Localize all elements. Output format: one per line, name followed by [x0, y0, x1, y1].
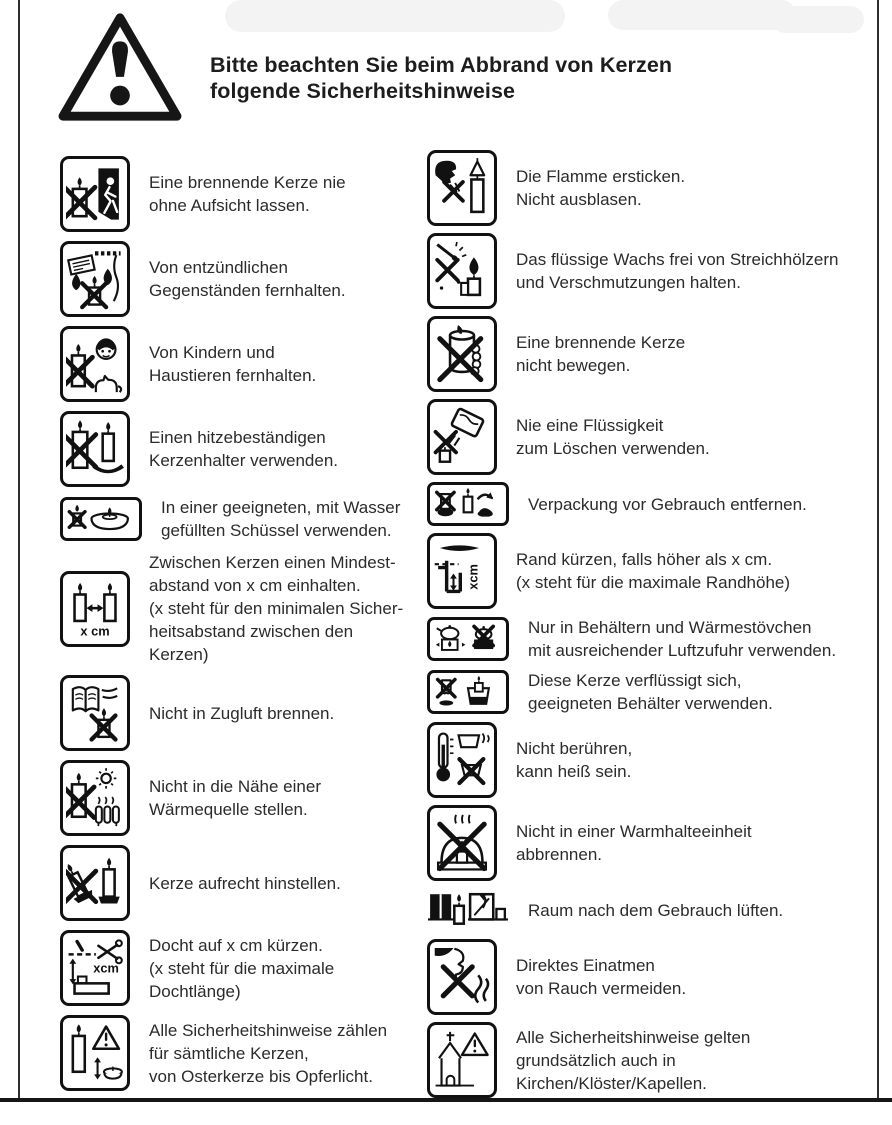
- hint-row: [60, 326, 415, 402]
- remove-packaging-icon: [427, 482, 509, 526]
- ventilate-room-icon: [427, 888, 509, 932]
- hint-row: [427, 482, 872, 526]
- hint-text-line: Kerze aufrecht hinstellen.: [149, 873, 341, 893]
- hint-text: [149, 256, 346, 302]
- water-bowl-icon: [60, 497, 142, 541]
- children-pets-icon: [60, 326, 130, 402]
- hint-text-line: ohne Aufsicht lassen.: [149, 196, 310, 215]
- hint-text: [528, 669, 773, 715]
- hint-text-line: Haustieren fernhalten.: [149, 366, 317, 385]
- hint-row: [60, 845, 415, 921]
- hint-text: [516, 1026, 750, 1095]
- hint-text-line: Nicht in einer Warmhalteeinheit: [516, 822, 752, 841]
- hint-row: [427, 722, 872, 798]
- hint-text: [516, 820, 752, 866]
- hint-text: [528, 493, 807, 516]
- page-bottom-rule: [0, 1098, 892, 1102]
- no-smoke-inhale-icon: [427, 939, 497, 1015]
- hint-text-line: geeigneten Behälter verwenden.: [528, 694, 773, 713]
- do-not-move-icon: [427, 316, 497, 392]
- warning-triangle-icon: [55, 8, 185, 131]
- svg-text:xcm: xcm: [93, 960, 119, 976]
- hint-text: [149, 775, 321, 821]
- title-line: folgende Sicherheitshinweise: [210, 79, 516, 103]
- hint-text-line: Von Kindern und: [149, 343, 275, 362]
- hint-text-line: Nicht in die Nähe einer: [149, 777, 321, 796]
- hint-row: [427, 616, 872, 662]
- candle-holder-icon: [60, 411, 130, 487]
- hint-row: [60, 156, 415, 232]
- page-title: [210, 52, 672, 104]
- hint-text-line: heitsabstand zwischen den Kerzen): [149, 622, 354, 664]
- hint-text: [516, 248, 839, 294]
- hint-text-line: Nicht berühren,: [516, 739, 633, 758]
- hint-text: [149, 341, 316, 387]
- church-icon: [427, 1022, 497, 1098]
- hint-text: [528, 899, 783, 922]
- hint-text-line: Alle Sicherheitshinweise zählen: [149, 1020, 388, 1040]
- hint-text: [149, 934, 334, 1003]
- hint-text: [149, 171, 346, 217]
- draft-icon: [60, 675, 130, 751]
- hint-text-line: von Rauch vermeiden.: [516, 979, 687, 998]
- hint-row: [60, 675, 415, 751]
- candle-distance-icon: [60, 571, 130, 647]
- hint-text: [528, 616, 836, 662]
- hint-row: [60, 411, 415, 487]
- hint-text-line: (x steht für die maximale Randhöhe): [516, 573, 791, 592]
- hint-text-line: Rand kürzen, falls höher als x cm.: [516, 550, 773, 569]
- hint-text: [516, 165, 685, 211]
- hint-text-line: Von entzündlichen: [149, 258, 288, 277]
- svg-text:xcm: xcm: [465, 564, 481, 590]
- hint-text-line: Gegenständen fernhalten.: [149, 281, 346, 300]
- hint-text-line: Docht auf x cm kürzen.: [149, 935, 323, 955]
- hint-text-line: Dochtlänge): [149, 981, 241, 1001]
- no-liquid-icon: [427, 399, 497, 475]
- hint-text-line: Kerzenhalter verwenden.: [149, 451, 339, 470]
- hint-text-line: Nicht in Zugluft brennen.: [149, 703, 335, 723]
- hot-surface-icon: [427, 722, 497, 798]
- hint-text-line: Wärmequelle stellen.: [149, 800, 308, 819]
- upright-candle-icon: [60, 845, 130, 921]
- hint-text: [161, 496, 400, 542]
- hint-row: [427, 1022, 872, 1098]
- hint-text-line: (x steht für die maximale: [149, 958, 335, 978]
- hint-row: [60, 760, 415, 836]
- hint-text: [149, 872, 341, 895]
- hint-text: [149, 551, 415, 666]
- unattended-candle-icon: [60, 156, 130, 232]
- hint-text-line: Direktes Einatmen: [516, 956, 655, 975]
- hint-text-line: abstand von x cm einhalten.: [149, 576, 361, 595]
- hint-row: [60, 241, 415, 317]
- hint-row: [60, 930, 415, 1006]
- hint-row: [427, 399, 872, 475]
- flammable-objects-icon: [60, 241, 130, 317]
- hint-text-line: Nur in Behältern und Wärmestövchen: [528, 618, 812, 637]
- hint-text: [516, 331, 685, 377]
- hint-row: [427, 805, 872, 881]
- hint-text-line: Einen hitzebeständigen: [149, 428, 326, 447]
- hint-text-line: Nicht ausblasen.: [516, 190, 642, 209]
- hint-text: [516, 737, 632, 783]
- trim-rim-icon: [427, 533, 497, 609]
- hint-text: [149, 702, 334, 725]
- hint-text-line: nicht bewegen.: [516, 356, 631, 375]
- hint-text-line: Eine brennende Kerze nie: [149, 173, 346, 192]
- hint-row: [60, 551, 415, 666]
- hint-text: [516, 548, 790, 594]
- hint-text-line: Diese Kerze verflüssigt sich,: [528, 671, 742, 690]
- snuff-flame-icon: [427, 150, 497, 226]
- hint-text-line: Die Flamme ersticken.: [516, 167, 686, 186]
- hint-text-line: für sämtliche Kerzen,: [149, 1043, 309, 1063]
- hint-text-line: von Osterkerze bis Opferlicht.: [149, 1066, 373, 1086]
- svg-text:x cm: x cm: [80, 622, 110, 638]
- title-line: Bitte beachten Sie beim Abbrand von Kerzen: [210, 53, 673, 77]
- hint-row: [427, 669, 872, 715]
- header: [55, 8, 672, 131]
- hint-text-line: kann heiß sein.: [516, 762, 632, 781]
- column-right: [427, 150, 872, 1098]
- hint-text-line: Zwischen Kerzen einen Mindest-: [149, 553, 396, 572]
- hint-text: [149, 1019, 387, 1088]
- hint-text-line: zum Löschen verwenden.: [516, 439, 710, 458]
- hint-row: [427, 233, 872, 309]
- hint-text-line: Raum nach dem Gebrauch lüften.: [528, 900, 784, 920]
- hint-text: [516, 954, 686, 1000]
- trim-wick-icon: [60, 930, 130, 1006]
- hint-row: [60, 1015, 415, 1091]
- hint-text-line: und Verschmutzungen halten.: [516, 273, 741, 292]
- hint-text-line: In einer geeigneten, mit Wasser: [161, 498, 401, 517]
- hint-row: [427, 939, 872, 1015]
- hint-row: [60, 496, 415, 542]
- hint-text: [516, 414, 710, 460]
- hint-text-line: Verpackung vor Gebrauch entfernen.: [528, 494, 807, 514]
- no-warming-unit-icon: [427, 805, 497, 881]
- air-supply-icon: [427, 617, 509, 661]
- hint-text-line: Kirchen/Klöster/Kapellen.: [516, 1073, 707, 1093]
- hint-text-line: Eine brennende Kerze: [516, 333, 686, 352]
- hint-text-line: (x steht für den minimalen Sicher-: [149, 599, 404, 618]
- hint-text-line: Nie eine Flüssigkeit: [516, 416, 664, 435]
- hint-text-line: Das flüssige Wachs frei von Streichhölzern: [516, 250, 839, 269]
- column-left: [60, 156, 415, 1091]
- hint-row: [427, 316, 872, 392]
- hint-text-line: abbrennen.: [516, 845, 603, 864]
- hint-text: [149, 426, 338, 472]
- hint-text-line: mit ausreichender Luftzufuhr verwenden.: [528, 641, 837, 660]
- heat-source-icon: [60, 760, 130, 836]
- container-candle-icon: [427, 670, 509, 714]
- hint-row: [427, 888, 872, 932]
- all-candle-types-icon: [60, 1015, 130, 1091]
- hint-text-line: gefüllten Schüssel verwenden.: [161, 521, 392, 540]
- hint-row: [427, 533, 872, 609]
- hint-text-line: grundsätzlich auch in: [516, 1050, 676, 1070]
- hint-text-line: Alle Sicherheitshinweise gelten: [516, 1027, 751, 1047]
- hint-row: [427, 150, 872, 226]
- clean-wax-icon: [427, 233, 497, 309]
